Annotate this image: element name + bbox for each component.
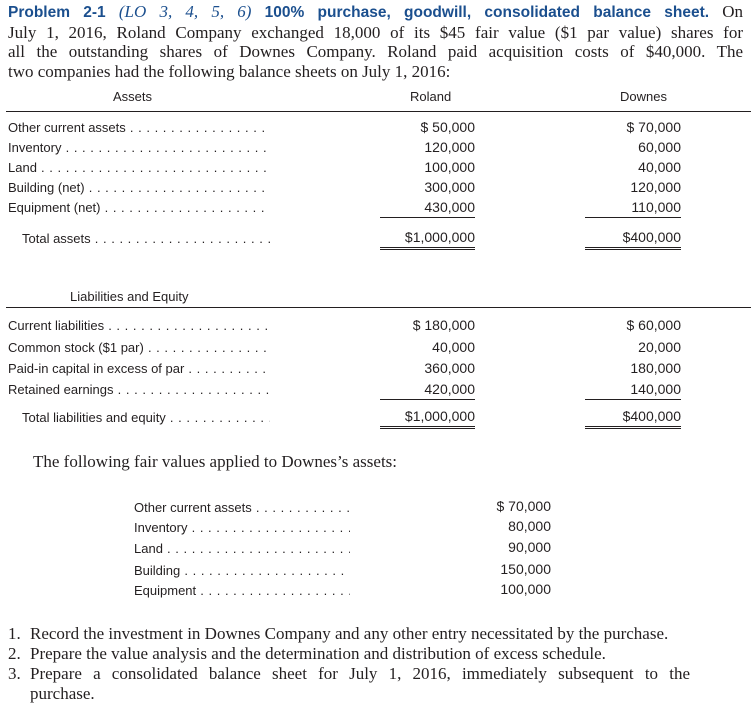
roland-liability-value: $ 180,000 xyxy=(412,317,475,333)
asset-label: Inventory . . . xyxy=(8,140,270,155)
downes-asset-value: 110,000 xyxy=(585,199,681,218)
downes-liability-value: 180,000 xyxy=(630,360,681,376)
fair-value-amount: 90,000 xyxy=(508,539,551,555)
task-number: 2. xyxy=(8,644,21,663)
downes-total-assets: $400,000 xyxy=(585,229,681,250)
task-number: 3. xyxy=(8,664,21,683)
roland-asset-value: 430,000 xyxy=(380,199,475,218)
fair-value-amount: 80,000 xyxy=(508,518,551,534)
roland-liability-value: 420,000 xyxy=(380,381,475,400)
fair-value-label: Building . . . xyxy=(134,563,350,578)
asset-label: Other current assets . . . xyxy=(8,120,270,135)
liabilities-divider xyxy=(6,307,751,308)
fair-value-label: Inventory . . . xyxy=(134,520,350,535)
downes-liability-value: 20,000 xyxy=(638,339,681,355)
liability-label: Paid-in capital in excess of par . . . xyxy=(8,361,270,376)
intro-line-2: July 1, 2016, Roland Company exchanged 18,000 of its $45 fair value ($1 par value) shares for xyxy=(8,22,743,42)
downes-asset-value: $ 70,000 xyxy=(626,119,681,135)
roland-liability-value: 360,000 xyxy=(424,360,475,376)
total-liabilities-label: Total liabilities and equity . . . xyxy=(22,410,270,425)
intro-line-3: all the outstanding shares of Downes Company. Roland paid acquisition costs of $40,000. The xyxy=(8,42,743,61)
fair-value-label: Land . . . xyxy=(134,541,350,556)
fair-value-amount: 150,000 xyxy=(500,561,551,577)
intro-line-1 xyxy=(8,2,743,23)
header-divider xyxy=(6,111,751,112)
roland-asset-value: 100,000 xyxy=(424,159,475,175)
downes-liability-value: $ 60,000 xyxy=(626,317,681,333)
fair-value-label: Other current assets . . . xyxy=(134,500,350,515)
total-assets-label: Total assets . . . xyxy=(22,231,270,246)
roland-total-liabilities: $1,000,000 xyxy=(380,408,475,429)
downes-total-liabilities: $400,000 xyxy=(585,408,681,429)
liabilities-header: Liabilities and Equity xyxy=(70,289,189,304)
task-1 xyxy=(8,624,690,644)
downes-liability-value: 140,000 xyxy=(585,381,681,400)
downes-asset-value: 60,000 xyxy=(638,139,681,155)
roland-liability-value: 40,000 xyxy=(432,339,475,355)
task-2 xyxy=(8,644,690,664)
roland-total-assets: $1,000,000 xyxy=(380,229,475,250)
liability-label: Current liabilities . . . xyxy=(8,318,270,333)
fair-values-title: The following fair values applied to Downes’s assets: xyxy=(33,452,398,471)
task-text: Prepare a consolidated balance sheet for July 1, 2016, immediately subsequent to the xyxy=(30,664,690,683)
roland-asset-value: $ 50,000 xyxy=(420,119,475,135)
fair-value-amount: 100,000 xyxy=(500,581,551,597)
task-text: Prepare the value analysis and the determination and distribution of excess schedule. xyxy=(30,644,606,663)
asset-label: Equipment (net) . . . xyxy=(8,200,270,215)
problem-intro xyxy=(8,2,743,81)
task-3 xyxy=(8,664,690,703)
learning-objectives: (LO 3, 4, 5, 6) xyxy=(118,2,252,21)
downes-asset-value: 120,000 xyxy=(630,179,681,195)
problem-title: 100% purchase, goodwill, consolidated balance sheet. xyxy=(264,4,710,21)
task-text: Record the investment in Downes Company and any other entry necessitated by the purchase. xyxy=(30,624,669,643)
asset-label: Land . . . xyxy=(8,160,270,175)
task-number: 1. xyxy=(8,624,21,643)
asset-label: Building (net) . . . xyxy=(8,180,270,195)
roland-asset-value: 120,000 xyxy=(424,139,475,155)
liability-label: Retained earnings . . . xyxy=(8,382,270,397)
fair-value-label: Equipment . . . xyxy=(134,583,350,598)
downes-asset-value: 40,000 xyxy=(638,159,681,175)
downes-header: Downes xyxy=(620,89,667,104)
intro-line-4: two companies had the following balance sheets on July 1, 2016: xyxy=(8,61,451,81)
intro-text-1: On xyxy=(722,2,744,21)
task-text-continued: purchase. xyxy=(30,683,95,703)
fair-value-amount: $ 70,000 xyxy=(496,498,551,514)
problem-number: Problem 2-1 xyxy=(8,4,106,21)
roland-asset-value: 300,000 xyxy=(424,179,475,195)
roland-header: Roland xyxy=(410,89,452,104)
liability-label: Common stock ($1 par) . . . xyxy=(8,340,270,355)
assets-header: Assets xyxy=(113,89,153,104)
